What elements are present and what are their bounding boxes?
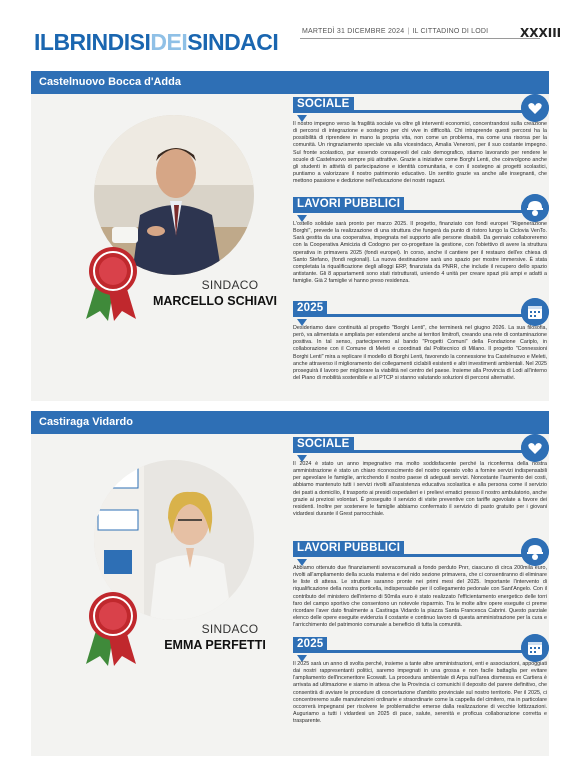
- rosette-icon: [78, 239, 148, 321]
- topic-title: SOCIALE: [293, 97, 354, 112]
- topic-text: Il 2025 sarà un anno di svolta perché, insieme a tante altre amministrazioni, enti e associazioni, appoggiati dai nostri rappresentanti politici, saremo impegnati in una grossa e non facile battaglia per evitare l'ampliamento dell'inceneritore Ecowatt. La procedura ambientale di Arpa sull'area dismessa ex Cartiera è arrivata ad ultimazione e siamo in attesa che la Provincia ci comunichi il deposito del parere definitivo, che consentirà di avviare le procedure di concertazione d'ambito provinciale sul nostro territorio. Per il 2025, ci concentreremo sulle manutenzioni ordinarie e straordinarie come la cappella del cimitero, ma in particolare occorrerà impegnarsi per risolvere le problematiche emerse dalla realizzazione di vecchie lottizzazioni. Auguriamo a tutti i vidardesi un 2025 di pace, salute, serenità e proficua collaborazione corretta e trasparente.: [293, 661, 547, 725]
- header-meta: MARTEDÌ 31 DICEMBRE 2024 | IL CITTADINO DI LODI: [302, 28, 489, 35]
- topic-title: 2025: [293, 301, 327, 316]
- rosette-icon: [78, 584, 148, 666]
- topic-text: Il nostro impegno verso la fragilità sociale va oltre gli interventi economici, concentrandosi sulla creazione di percorsi di integrazione e sostegno per chi vive in difficoltà. Chi intraprende questi percorsi ha la possibilità di riprendere in mano la propria vita, non come un problema, ma come una risorsa per la comunità. Un ringraziamento speciale va alla vicesindaco, Amalia Veneroni, per il suo costante impegno. Sul fronte scolastico, pur essendo consapevoli del calo demografico, stiamo lavorando per rendere le scuole di Castelnuovo sempre più attrattive. Grazie a iniziative come Borghi Lenti, che coinvolgono anche gli studenti in attività di partecipazione e identità comunitaria, e con il sostegno ai progetti scolastici, puntiamo a valorizzare il nostro patrimonio educativo. Un sentito grazie va anche alle insegnanti, che mettono passione e dedizione nell'educazione dei nostri ragazzi.: [293, 121, 547, 185]
- heart-hand-icon: [521, 94, 549, 122]
- topic-2025: [293, 637, 547, 725]
- topic-sociale: [293, 437, 547, 518]
- town-title: Castiraga Vidardo: [31, 411, 549, 434]
- town-title: Castelnuovo Bocca d'Adda: [31, 71, 549, 94]
- topic-text: Abbiamo ottenuto due finanziamenti sovracomunali a fondo perduto Pnrr, ciascuno di circa 200mila euro, rivolti all'ampliamento della scuola materna e del nido sezione primavera, che ci consentiranno di eliminare le liste di attesa. Le strutture saranno pronte nei primi mesi del 2025. Importante l'intervento di riqualificazione della nostra porticella, indispensabile per il collegamento pedonale con Sant'Angelo. Con il contributo del ministero dell'interno di 50mila euro è stato realizzato l'efficientamento energetico delle torri faro del campo sportivo che consentono un notevole risparmio. Tra le molte altre opere eseguite ci preme ricordare l'aver dato finalmente a Castiraga Vidardo la piazza Santa Francesca Cabrini. Questo parziale elenco delle opere eseguite evidenzia il costante e continuo lavoro di questa amministrazione per la cura e l'arricchimento del patrimonio comunale a beneficio di tutta la comunità.: [293, 565, 547, 629]
- calendar-icon: [521, 298, 549, 326]
- topic-lavori-pubblici: [293, 197, 547, 285]
- newspaper-name: IL CITTADINO DI LODI: [412, 28, 489, 35]
- page-number: XXXIII: [520, 26, 562, 40]
- mayor-title: SINDACO: [201, 622, 259, 636]
- topic-2025: [293, 301, 547, 382]
- topic-lavori-pubblici: [293, 541, 547, 629]
- topic-text: L'ostello solidale sarà pronto per marzo 2025. Il progetto, finanziato con fondi europei "Rigenerazione Borghi", prevede la realizzazione di una struttura che fungerà da punto di ristoro lungo la Ciclovia VenTo. Sarà gestita da una cooperativa, impegnata nel supporto alle persone disabili. Da gennaio collaboreremo con la Cooperativa Amicizia di Codogno per co-progettare la gestione, con l'obiettivo di avere la struttura operativa in primavera 2025 (fondi europei). In corso, anche il cantiere per il restauro dell'ex chiesa di Santo Stefano, (fondi regionali). La nuova destinazione sarà uno spazio per mostre immersive. È stata completata la riqualificazione degli alloggi ERP, finanziata da PNRR, che include il recupero dello spazio antistante. Gli 8 appartamenti sono stati ristrutturati, uniendo 4 unità per creare spazi più ampi e adatti a famiglie. Già 2 famiglie vi hanno preso residenza.: [293, 221, 547, 285]
- logo-part-brindisi: ILBRINDISI: [34, 29, 151, 55]
- topic-sociale: [293, 97, 547, 185]
- logo-part-sindaci: SINDACI: [187, 29, 279, 55]
- mayor-name: MARCELLO SCHIAVI: [152, 294, 278, 308]
- mayor-name: EMMA PERFETTI: [164, 638, 266, 652]
- mayor-title: SINDACO: [201, 278, 259, 292]
- section-body: [31, 434, 549, 756]
- topic-text: Il 2024 è stato un anno impegnativo ma molto soddisfacente perché la riconferma della nostra amministrazione è stato un chiaro riconoscimento del nostro operato volto a fornire servizi indispensabili per agevolare le famiglie, arricchendo il nostro paese di adeguati servizi. Nonostante l'aumento dei costi, abbiamo mantenuto tutti i servizi rivolti all'assistenza educativa scolastica e alla persona come il servizio dei pasti a domicilio, il trasporto ai presidi ospedalieri e i prelievi ematici presso il nostro ambulatorio, anche grazie ai preziosi volontari. È proseguito il servizio di visite preventive con tariffe agevolate a favore dei residenti. Inoltre per sostenere le famiglie abbiamo confermato il servizio di pasto gratuito per i giovani vidardesi durante il Grest parrocchiale.: [293, 461, 547, 518]
- issue-date: MARTEDÌ 31 DICEMBRE 2024: [302, 28, 405, 35]
- logo-part-dei: DEI: [150, 29, 188, 55]
- worker-helmet-icon: [521, 194, 549, 222]
- masthead: [0, 0, 580, 62]
- topic-title: SOCIALE: [293, 437, 354, 452]
- section-body: [31, 94, 549, 401]
- topic-title: LAVORI PUBBLICI: [293, 541, 404, 556]
- topic-title: LAVORI PUBBLICI: [293, 197, 404, 212]
- section-castelnuovo: [31, 71, 549, 401]
- section-castiraga: [31, 411, 549, 756]
- worker-helmet-icon: [521, 538, 549, 566]
- topic-text: Desideriamo dare continuità al progetto "Borghi Lenti", che terminerà nel giugno 2026. La sua filosofia, però, va alimentata e ampliata per estendersi anche ai territori limitrofi, creando una rete di contaminazione positiva. In tal senso, parteciperemo al bando "Progetti Comuni" della Fondazione Cariplo, in collaborazione con il Comune di Meleti e coordinati dal Politecnico di Milano. Il progetto "Connessioni Borghi Lenti" mira a replicare il modello di Borghi Lenti, favorendo la connessione tra Castelnuovo e Meleti, anche attraverso il miglioramento dei collegamenti ciclabili esistenti e altri investimenti ambientali. Nel 2025 proseguirà il lavoro per migliorare la viabilità nel centro del paese. Insieme alla Provincia di Lodi all'interno del Piano di mobilità sostenibile e al PTCP si stanno valutando soluzioni di percorsi alternativi.: [293, 325, 547, 382]
- header-rule: [300, 38, 540, 39]
- topic-title: 2025: [293, 637, 327, 652]
- calendar-icon: [521, 634, 549, 662]
- section-logo: [34, 28, 278, 56]
- heart-hand-icon: [521, 434, 549, 462]
